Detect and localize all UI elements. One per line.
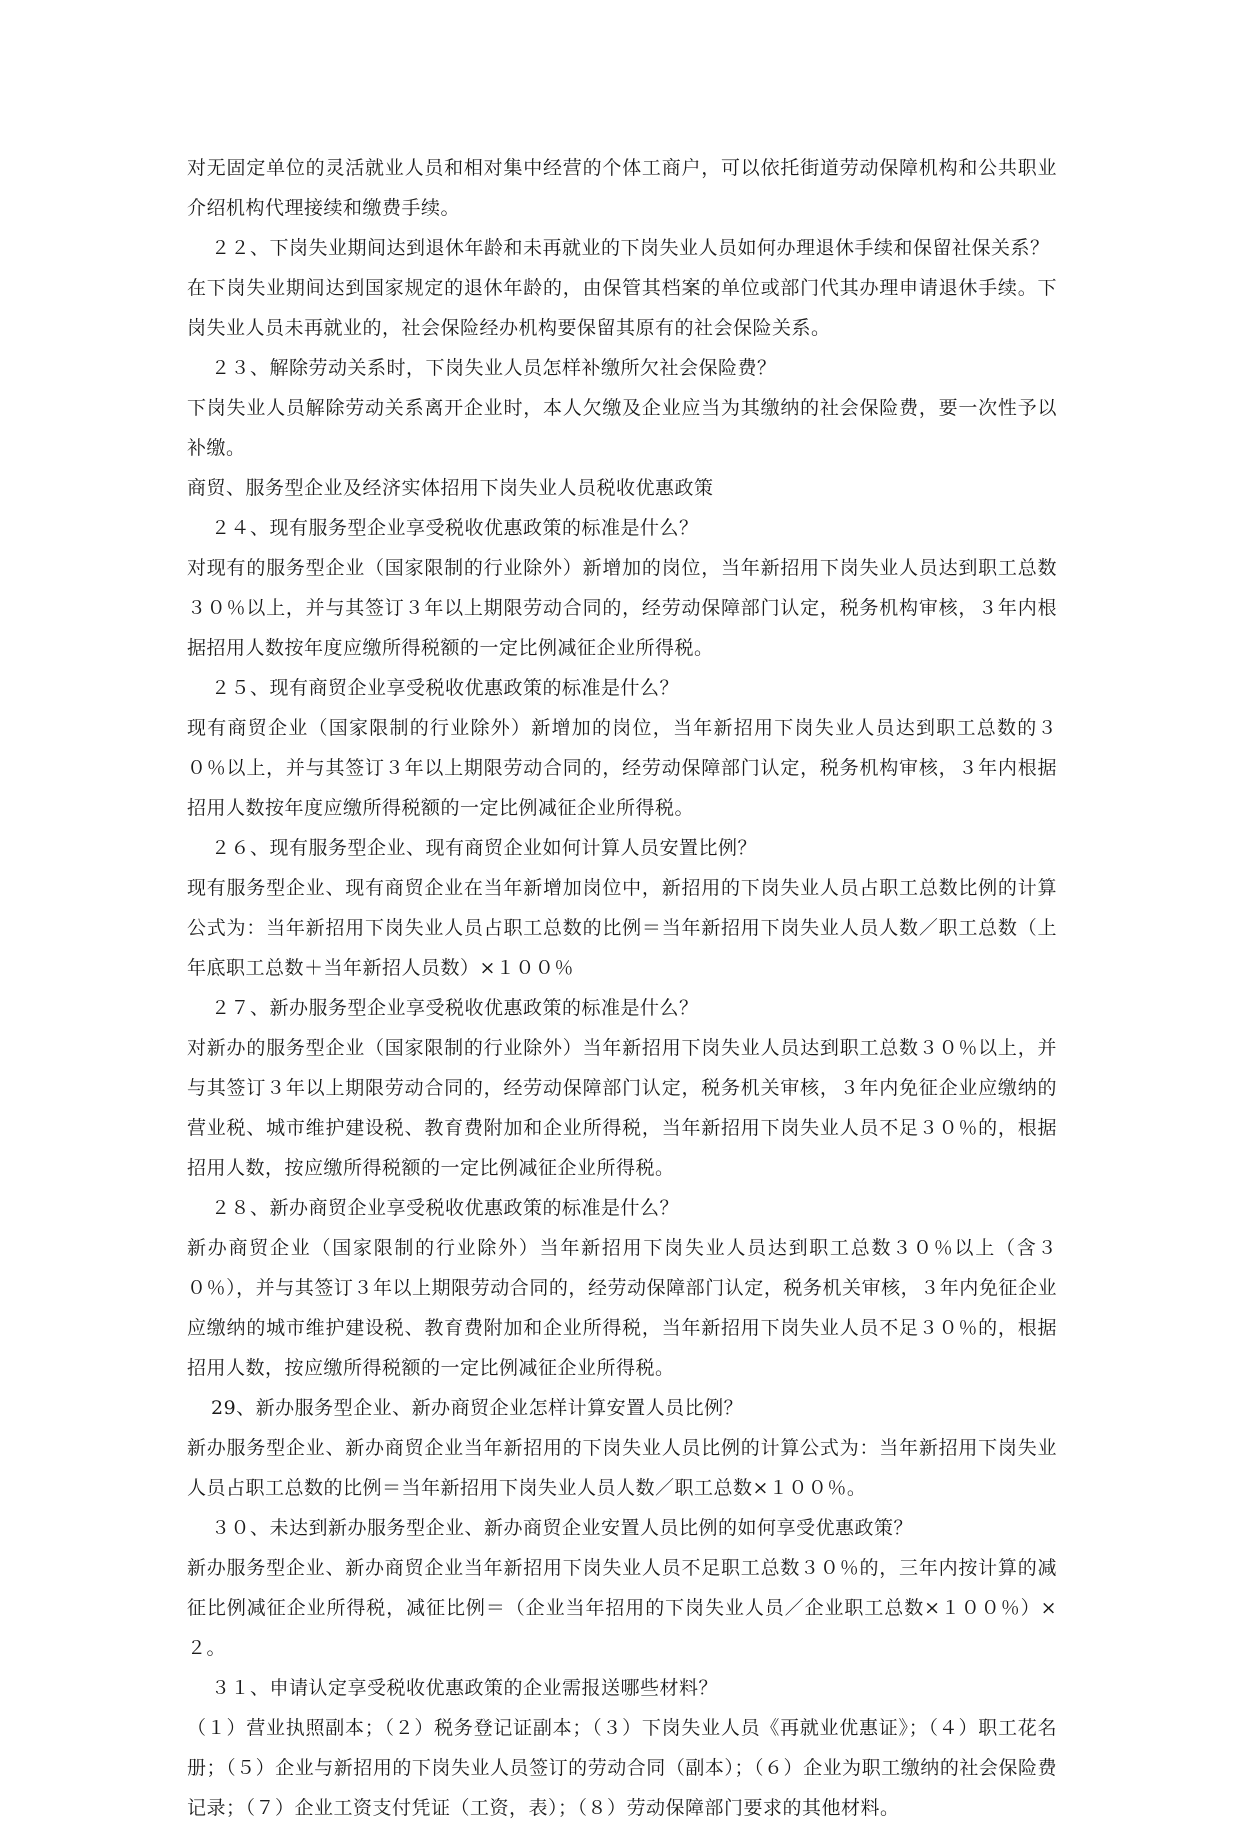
paragraph-continuation: 对无固定单位的灵活就业人员和相对集中经营的个体工商户，可以依托街道劳动保障机构和公共职业介绍机构代理接续和缴费手续。 [187,157,1057,219]
question-31: ３１、申请认定享受税收优惠政策的企业需报送哪些材料？ [211,1677,719,1699]
question-29: 29、新办服务型企业、新办商贸企业怎样计算安置人员比例？ [211,1397,744,1419]
document-body [187,148,1057,1828]
question-27: ２７、新办服务型企业享受税收优惠政策的标准是什么？ [211,997,699,1019]
question-25: ２５、现有商贸企业享受税收优惠政策的标准是什么？ [211,677,680,699]
answer-24: 对现有的服务型企业（国家限制的行业除外）新增加的岗位，当年新招用下岗失业人员达到职工总数３０％以上，并与其签订３年以上期限劳动合同的，经劳动保障部门认定，税务机构审核，３年内根据招用人数按年度应缴所得税额的一定比例减征企业所得税。 [187,557,1057,659]
question-28: ２８、新办商贸企业享受税收优惠政策的标准是什么？ [211,1197,680,1219]
answer-27: 对新办的服务型企业（国家限制的行业除外）当年新招用下岗失业人员达到职工总数３０％以上，并与其签订３年以上期限劳动合同的，经劳动保障部门认定，税务机关审核，３年内免征企业应缴纳的营业税、城市维护建设税、教育费附加和企业所得税，当年新招用下岗失业人员不足３０％的，根据招用人数，按应缴所得税额的一定比例减征企业所得税。 [187,1037,1057,1179]
section-heading: 商贸、服务型企业及经济实体招用下岗失业人员税收优惠政策 [187,477,714,499]
question-23: ２３、解除劳动关系时，下岗失业人员怎样补缴所欠社会保险费？ [211,357,777,379]
answer-25: 现有商贸企业（国家限制的行业除外）新增加的岗位，当年新招用下岗失业人员达到职工总数的３０％以上，并与其签订３年以上期限劳动合同的，经劳动保障部门认定，税务机构审核，３年内根据招用人数按年度应缴所得税额的一定比例减征企业所得税。 [187,717,1057,819]
answer-22: 在下岗失业期间达到国家规定的退休年龄的，由保管其档案的单位或部门代其办理申请退休手续。下岗失业人员未再就业的，社会保险经办机构要保留其原有的社会保险关系。 [187,277,1057,339]
question-26: ２６、现有服务型企业、现有商贸企业如何计算人员安置比例？ [211,837,758,859]
question-24: ２４、现有服务型企业享受税收优惠政策的标准是什么？ [211,517,699,539]
answer-23: 下岗失业人员解除劳动关系离开企业时，本人欠缴及企业应当为其缴纳的社会保险费，要一次性予以补缴。 [187,397,1057,459]
answer-31: （１）营业执照副本；（２）税务登记证副本；（３）下岗失业人员《再就业优惠证》；（４）职工花名册；（５）企业与新招用的下岗失业人员签订的劳动合同（副本）；（６）企业为职工缴纳的社会保险费记录；（７）企业工资支付凭证（工资，表）；（８）劳动保障部门要求的其他材料。 [187,1717,1057,1819]
question-22: ２２、下岗失业期间达到退休年龄和未再就业的下岗失业人员如何办理退休手续和保留社保关系？ [211,237,1050,259]
question-30: ３０、未达到新办服务型企业、新办商贸企业安置人员比例的如何享受优惠政策？ [211,1517,914,1539]
answer-28: 新办商贸企业（国家限制的行业除外）当年新招用下岗失业人员达到职工总数３０％以上（含３０％），并与其签订３年以上期限劳动合同的，经劳动保障部门认定，税务机关审核，３年内免征企业应缴纳的城市维护建设税、教育费附加和企业所得税，当年新招用下岗失业人员不足３０％的，根据招用人数，按应缴所得税额的一定比例减征企业所得税。 [187,1237,1057,1379]
answer-29: 新办服务型企业、新办商贸企业当年新招用的下岗失业人员比例的计算公式为：当年新招用下岗失业人员占职工总数的比例＝当年新招用下岗失业人员人数／职工总数×１００％。 [187,1437,1057,1499]
answer-26: 现有服务型企业、现有商贸企业在当年新增加岗位中，新招用的下岗失业人员占职工总数比例的计算公式为：当年新招用下岗失业人员占职工总数的比例＝当年新招用下岗失业人员人数／职工总数（上年底职工总数＋当年新招人员数）×１００％ [187,877,1057,979]
answer-30: 新办服务型企业、新办商贸企业当年新招用下岗失业人员不足职工总数３０％的，三年内按计算的减征比例减征企业所得税，减征比例＝（企业当年招用的下岗失业人员／企业职工总数×１００％）×２。 [187,1557,1057,1659]
